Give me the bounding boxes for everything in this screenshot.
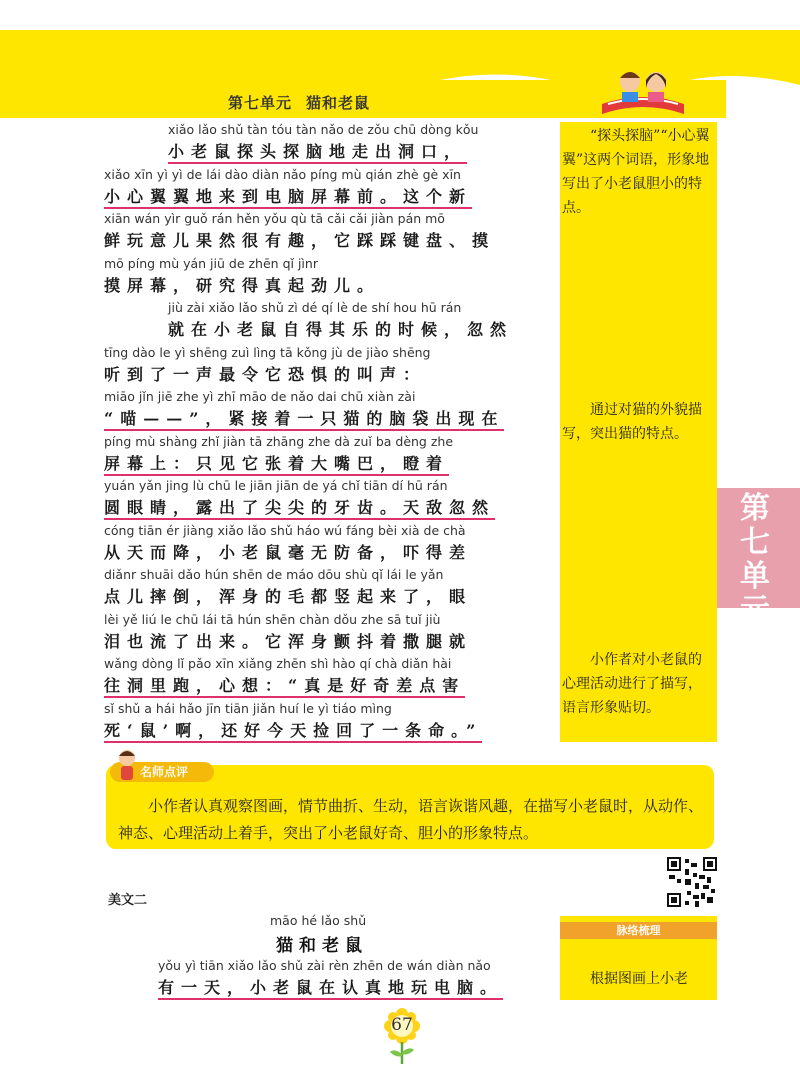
hanzi-line xyxy=(104,406,549,429)
passage-line xyxy=(104,656,549,701)
unit-side-tab xyxy=(717,488,800,628)
hanzi-text: 听到了一声最令它恐惧的叫声： xyxy=(104,364,427,384)
hanzi-text: 就在小老鼠自得其乐的时候，忽然 xyxy=(168,320,514,339)
underlined-text: 有一天，小老鼠在认真地玩电脑。 xyxy=(158,978,503,1000)
pinyin-line: lèi yě liú le chū lái tā hún shēn chàn dǒu zhe sā tuǐ jiù xyxy=(104,611,441,627)
hanzi-text: 小心翼翼地来到电脑屏幕前。这个新 xyxy=(104,187,472,209)
hanzi-line xyxy=(104,184,549,207)
sidebar-note: 小作者对小老鼠的心理活动进行了描写，语言形象贴切。 xyxy=(562,652,702,716)
hanzi-line xyxy=(104,228,549,251)
outline-text: 根据图画上小老 xyxy=(590,971,688,987)
reading-kids-illustration xyxy=(598,60,688,118)
pinyin-line: cóng tiān ér jiàng xiǎo lǎo shǔ háo wú fáng bèi xià de chà xyxy=(104,522,466,538)
pinyin-line: diǎnr shuāi dǎo hún shēn de máo dōu shù qǐ lái le yǎn xyxy=(104,567,444,582)
running-header xyxy=(228,92,370,113)
passage-line xyxy=(104,567,549,612)
page-number-badge xyxy=(380,1008,424,1064)
passage-line xyxy=(104,211,549,256)
hanzi-line xyxy=(104,673,549,696)
passage-line xyxy=(104,300,549,345)
header-unit: 第七单元 xyxy=(228,94,293,112)
passage-line xyxy=(104,523,549,568)
hanzi-line xyxy=(104,718,549,741)
passage-line xyxy=(104,167,549,212)
teacher-icon xyxy=(114,748,140,782)
page-number: 67 xyxy=(391,1015,413,1035)
review-label: 名师点评 xyxy=(110,762,214,782)
hanzi-text: 泪也流了出来。它浑身颤抖着撒腿就 xyxy=(104,631,473,651)
hanzi-text: 摸屏幕，研究得真起劲儿。 xyxy=(104,275,381,295)
passage-line xyxy=(104,434,549,479)
pinyin-line: miāo jǐn jiē zhe yì zhī māo de nǎo dai chū xiàn zài xyxy=(104,389,416,404)
section-title: 美文二 xyxy=(108,893,148,908)
essay-title: 猫和老鼠 xyxy=(276,936,368,956)
pinyin-line: tīng dào le yì shēng zuì lìng tā kǒng jù de jiào shēng xyxy=(104,344,431,360)
passage-line xyxy=(104,256,549,301)
pinyin-line: yǒu yì tiān xiǎo lǎo shǔ zài rèn zhēn de wán diàn nǎo xyxy=(158,958,491,973)
passage-line xyxy=(104,612,549,657)
pinyin-line: mō píng mù yán jiū de zhēn qǐ jìnr xyxy=(104,255,318,271)
hanzi-line xyxy=(104,362,549,385)
pinyin-line: wǎng dòng lǐ pǎo xīn xiǎng zhēn shì hào qí chà diǎn hài xyxy=(104,656,452,671)
unit-tab-label: 第七单元 xyxy=(740,491,770,628)
passage-line xyxy=(104,122,549,167)
hanzi-text: 往洞里跑，心想：“真是好奇差点害 xyxy=(104,676,465,698)
pinyin-line: xiǎo xīn yì yì de lái dào diàn nǎo píng mù qián zhè gè xīn xyxy=(104,166,461,182)
pinyin-line: sǐ shǔ a hái hǎo jīn tiān jiǎn huí le yì tiáo mìng xyxy=(104,700,392,716)
hanzi-text: 圆眼睛，露出了尖尖的牙齿。天敌忽然 xyxy=(104,498,495,520)
hanzi-line xyxy=(158,975,603,998)
hanzi-line xyxy=(104,495,549,518)
essay-title-pinyin: māo hé lǎo shǔ xyxy=(270,913,367,928)
pinyin-line: jiù zài xiǎo lǎo shǔ zì dé qí lè de shí hou hū rán xyxy=(168,300,462,315)
hanzi-text: 小老鼠探头探脑地走出洞口， xyxy=(168,142,467,164)
passage-line xyxy=(104,345,549,390)
pinyin-line: píng mù shàng zhǐ jiàn tā zhāng zhe dà zuǐ ba dèng zhe xyxy=(104,433,454,449)
annotation-sidebar xyxy=(560,122,717,742)
pinyin-line: xiǎo lǎo shǔ tàn tóu tàn nǎo de zǒu chū dòng kǒu xyxy=(168,122,479,137)
passage xyxy=(104,122,549,745)
hanzi-text: 屏幕上：只见它张着大嘴巴，瞪着 xyxy=(104,454,449,476)
outline-label: 脉络梳理 xyxy=(560,922,717,939)
review-text: 小作者认真观察图画，情节曲折、生动，语言诙谐风趣，在描写小老鼠时，从动作、神态、心理活动上着手，突出了小老鼠好奇、胆小的形象特点。 xyxy=(118,797,704,842)
essay-first-line xyxy=(158,958,558,1003)
hanzi-line xyxy=(104,584,549,607)
hanzi-text: 从天而降，小老鼠毫无防备，吓得差 xyxy=(104,542,473,562)
hanzi-text: “喵——”，紧接着一只猫的脑袋出现在 xyxy=(104,409,504,431)
passage-line xyxy=(104,389,549,434)
pinyin-line: xiān wán yìr guǒ rán hěn yǒu qù tā cǎi cǎi jiàn pán mō xyxy=(104,211,445,226)
hanzi-text: 死‘鼠’啊，还好今天捡回了一条命。” xyxy=(104,721,482,743)
header-title: 猫和老鼠 xyxy=(306,94,371,112)
pinyin-line: yuán yǎn jing lù chū le jiān jiān de yá chǐ tiān dí hū rán xyxy=(104,478,448,493)
passage-line xyxy=(104,478,549,523)
hanzi-line xyxy=(168,139,613,162)
hanzi-line xyxy=(104,540,549,563)
qr-code xyxy=(667,857,717,907)
hanzi-line xyxy=(104,629,549,652)
sidebar-note: “探头探脑”“小心翼翼”这两个词语，形象地写出了小老鼠胆小的特点。 xyxy=(562,128,710,216)
hanzi-line xyxy=(168,317,613,340)
hanzi-line xyxy=(104,273,549,296)
passage-line xyxy=(104,701,549,746)
sidebar-note: 通过对猫的外貌描写，突出猫的特点。 xyxy=(562,402,702,442)
hanzi-text: 鲜玩意儿果然很有趣，它踩踩键盘、摸 xyxy=(104,231,496,250)
hanzi-text: 点儿摔倒，浑身的毛都竖起来了，眼 xyxy=(104,587,473,606)
hanzi-line xyxy=(104,451,549,474)
